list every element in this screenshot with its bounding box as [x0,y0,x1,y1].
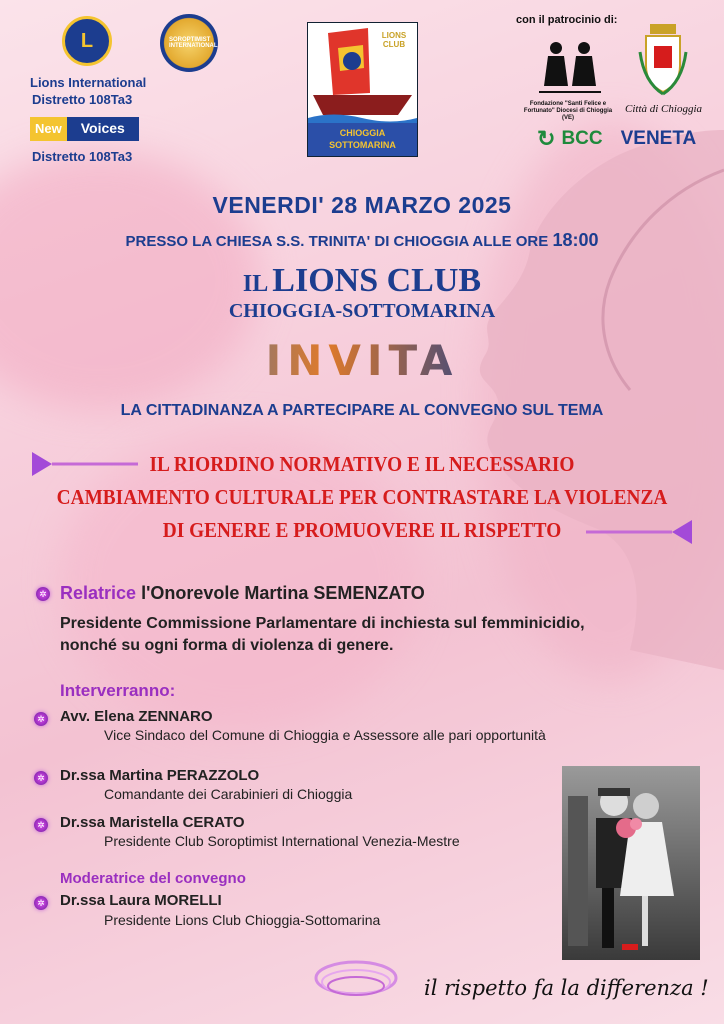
new-voices-new: New [30,117,67,141]
veneta-label: VENETA [620,128,697,149]
invita-heading: INVITA [0,336,724,385]
intervener-name: Avv. Elena ZENNARO [60,708,213,725]
speaker-heading [60,583,425,604]
citta-label: Città di Chioggia [625,103,703,115]
bullet-icon [34,818,48,832]
speaker-desc-1: Presidente Commissione Parlamentare di inchiesta sul femminicidio, [60,615,585,632]
theme-line-2: CAMBIAMENTO CULTURALE PER CONTRASTARE LA VIOLENZA [56,485,668,509]
speaker-desc-2: nonché su ogni forma di violenza di genere. [60,637,394,654]
fondazione-logo [534,36,606,98]
lions-international-logo: L [62,16,112,66]
speaker-role-label: Relatrice [60,583,137,603]
children-kiss-photo [562,766,700,960]
event-time: 18:00 [552,230,599,250]
intervener-name: Dr.ssa Maristella CERATO [60,814,245,831]
interveners-label: Interverranno: [60,681,176,700]
patrocinio-label: con il patrocinio di: [516,14,618,26]
fondazione-label: Fondazione "Santi Felice e Fortunato" Diocesi di Chioggia (VE) [523,101,613,121]
bullet-icon [34,712,48,726]
lions-international-label: Lions International [30,75,147,90]
speaker-name: l'Onorevole Martina SEMENZATO [141,583,425,603]
event-date: VENERDI' 28 MARZO 2025 [212,192,512,218]
lions-club-logo-text: LIONS CLUB [381,31,407,49]
new-voices-voices: Voices [67,117,139,141]
soroptimist-label: SOROPTIMIST INTERNATIONAL [169,37,218,49]
new-voices-district-label: Distretto 108Ta3 [32,149,133,164]
bullet-icon [36,587,50,601]
new-voices-logo [30,117,139,141]
lions-club-logo-sub: CHIOGGIA SOTTOMARINA [329,128,396,150]
event-place [0,230,724,251]
intervener-role: Presidente Club Soroptimist International Venezia-Mestre [104,833,460,849]
bcc-label: BCC [561,128,603,149]
intervener-role: Vice Sindaco del Comune di Chioggia e Assessore alle pari opportunità [104,727,546,743]
bullet-icon [34,896,48,910]
theme-line-3: DI GENERE E PROMUOVERE IL RISPETTO [162,518,562,542]
theme-line-1: IL RIORDINO NORMATIVO E IL NECESSARIO [149,452,575,476]
moderator-label: Moderatrice del convegno [60,870,246,887]
bcc-veneta-logo [537,126,696,152]
ribbon-decoration-icon [310,950,402,1010]
invite-line: LA CITTADINANZA A PARTECIPARE AL CONVEGNO SUL TEMA [120,402,604,419]
bullet-icon [34,771,48,785]
intervener-name: Dr.ssa Martina PERAZZOLO [60,767,260,784]
club-il: IL [242,271,269,297]
bcc-icon: ↻ [537,126,556,151]
soroptimist-logo [160,14,218,72]
intervener-role: Comandante dei Carabinieri di Chioggia [104,786,353,802]
club-title [0,262,724,300]
moderator-name: Dr.ssa Laura MORELLI [60,892,222,909]
club-city: CHIOGGIA-SOTTOMARINA [228,300,496,322]
lions-club-chioggia-logo [307,22,418,157]
club-name: LIONS CLUB [272,262,482,299]
citta-chioggia-crest-icon [638,22,688,96]
tagline: il rispetto fa la differenza ! [424,976,709,1000]
moderator-role: Presidente Lions Club Chioggia-Sottomarina [104,912,381,928]
event-place-text: PRESSO LA CHIESA S.S. TRINITA' DI CHIOGGIA ALLE ORE [125,233,553,250]
lions-district-label: Distretto 108Ta3 [32,92,133,107]
